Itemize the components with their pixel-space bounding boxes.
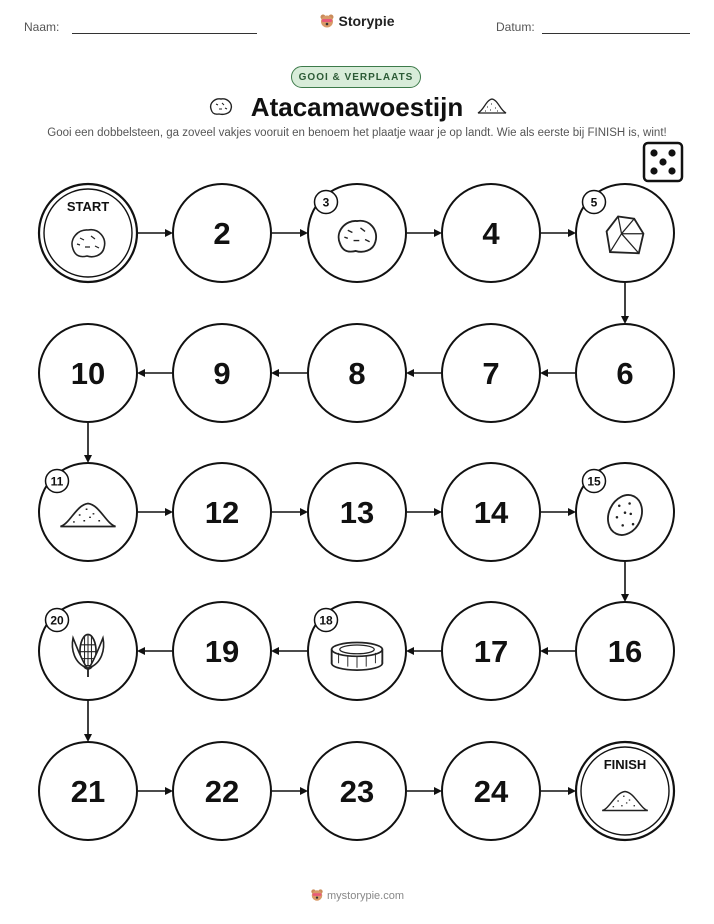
date-label: Datum: [496,20,535,34]
space-number: 4 [482,216,500,251]
bear-mascot-icon [310,888,324,902]
space-number: 16 [607,634,643,669]
space-number: 17 [473,634,509,669]
rock-icon [72,230,105,257]
space-number: 13 [339,495,375,530]
board-space[interactable] [442,184,540,282]
board-space[interactable] [442,742,540,840]
space-number: 5 [590,195,598,210]
space-number: 7 [482,356,500,391]
footer [0,888,714,902]
board-space[interactable] [308,602,406,700]
start-space[interactable] [39,184,137,282]
space-number: 10 [70,356,106,391]
space-number: 9 [213,356,231,391]
board-space[interactable] [442,602,540,700]
space-number: 11 [50,474,64,489]
start-label: START [66,199,110,214]
space-number: 12 [204,495,240,530]
space-number: 18 [319,613,333,628]
rock-icon [339,221,376,252]
name-label: Naam: [24,20,60,34]
space-number: 24 [473,774,509,809]
finish-space[interactable] [576,742,674,840]
space-number: 20 [50,613,64,628]
page-title: Atacamawoestijn [250,92,464,122]
board-space[interactable] [173,184,271,282]
space-number: 23 [339,774,375,809]
board-space[interactable] [308,324,406,422]
coin-stack-icon [332,643,383,671]
board-space[interactable] [308,184,406,282]
board-space[interactable] [308,463,406,561]
board-space[interactable] [173,742,271,840]
instructions: Gooi een dobbelsteen, ga zoveel vakjes vooruit en benoem het plaatje waar je op landt. Wie als eerste bij FINISH is, wint! [47,127,667,139]
space-number: 8 [348,356,366,391]
space-number: 14 [473,495,509,530]
board-space[interactable] [39,324,137,422]
space-number: 2 [213,216,231,251]
finish-label: FINISH [603,757,647,772]
space-number: 6 [616,356,634,391]
space-number: 15 [587,474,601,489]
board-space[interactable] [173,324,271,422]
board-space[interactable] [576,324,674,422]
board-space[interactable] [442,463,540,561]
activity-badge: GOOI & VERPLAATS [291,66,421,88]
board-space[interactable] [576,602,674,700]
board-space[interactable] [576,184,674,282]
board-space[interactable] [173,602,271,700]
board-space[interactable] [39,742,137,840]
space-number: 3 [322,195,330,210]
footer-url: mystorypie.com [326,890,405,902]
brand-name: Storypie [338,13,395,29]
board-space[interactable] [308,742,406,840]
board-space[interactable] [39,602,137,700]
board-space[interactable] [39,463,137,561]
space-number: 19 [204,634,240,669]
space-number: 22 [204,774,240,809]
board-space[interactable] [442,324,540,422]
board-space[interactable] [173,463,271,561]
board-space[interactable] [576,463,674,561]
space-number: 21 [70,774,106,809]
